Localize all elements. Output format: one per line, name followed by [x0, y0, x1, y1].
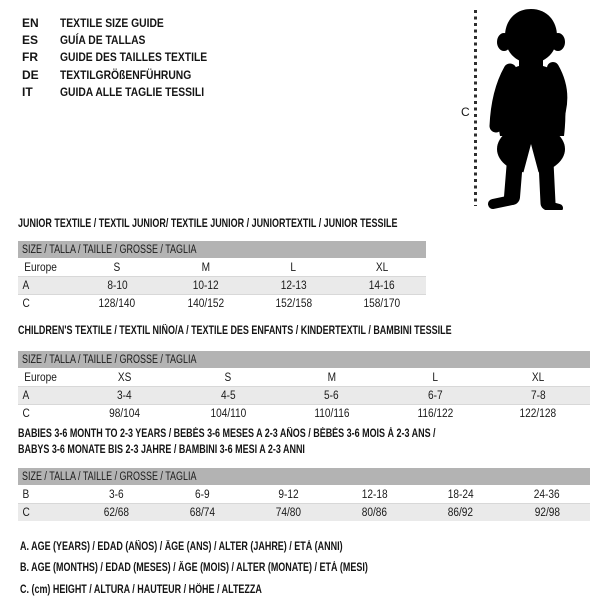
- language-row-it: [22, 84, 231, 101]
- value-cell: [176, 369, 279, 387]
- footnote-c-text: C. (cm) HEIGHT / ALTURA / HAUTEUR / HÖHE / ALTEZZA: [20, 583, 262, 596]
- value-cell: [161, 259, 249, 277]
- value-cell: [73, 277, 161, 295]
- row-label-text: B: [22, 488, 30, 501]
- table-title-junior-text: JUNIOR TEXTILE / TEXTIL JUNIOR/ TEXTILE JUNIOR / JUNIORTEXTIL / JUNIOR TESSILE: [18, 218, 398, 230]
- value-cell: [338, 295, 426, 313]
- language-code-text: FR: [22, 50, 38, 65]
- row-label: [18, 259, 73, 277]
- footnote-b-text: B. AGE (MONTHS) / EDAD (MESES) / ÂGE (MOIS) / ALTER (MONATE) / ETÀ (MESI): [20, 562, 368, 575]
- value-cell-text: 4-5: [220, 389, 236, 402]
- value-cell: [331, 486, 417, 504]
- value-cell-text: 5-6: [324, 389, 339, 402]
- language-title: [60, 50, 231, 64]
- language-row-de: [22, 66, 231, 83]
- value-cell-text: 128/140: [98, 297, 136, 310]
- table-title-children-text: CHILDREN'S TEXTILE / TEXTIL NIÑO/A / TEXTILE DES ENFANTS / KINDERTEXTIL / BAMBINI TESSILE: [18, 325, 452, 337]
- value-cell: [418, 504, 504, 522]
- value-cell: [383, 369, 486, 387]
- value-cell: [487, 369, 590, 387]
- value-cell: [73, 405, 176, 423]
- toddler-silhouette-icon: [486, 8, 578, 210]
- table-title-junior: [18, 216, 426, 232]
- language-title-text: GUIDA ALLE TAGLIE TESSILI: [60, 85, 205, 100]
- value-cell: [338, 259, 426, 277]
- value-cell: [245, 504, 331, 522]
- value-cell-text: 3-4: [117, 389, 133, 402]
- language-row-en: [22, 14, 231, 31]
- row-label-text: Europe: [24, 371, 57, 384]
- value-cell-text: 14-16: [368, 279, 395, 292]
- value-cell: [280, 387, 383, 405]
- size-header-cell-text: SIZE / TALLA / TAILLE / GRÖSSE / TAGLIA: [22, 470, 197, 483]
- table-row-b: [18, 486, 590, 504]
- value-cell: [280, 405, 383, 423]
- row-label-text: A: [22, 279, 30, 292]
- size-table-children: [18, 351, 590, 422]
- language-title-text: TEXTILE SIZE GUIDE: [60, 15, 164, 30]
- size-table-babies: [18, 468, 590, 521]
- value-cell-text: 140/152: [187, 297, 224, 310]
- table-title-babies-line1: [18, 426, 590, 442]
- size-header-row: [18, 351, 590, 369]
- row-label: [18, 405, 73, 423]
- value-cell-text: XL: [375, 261, 389, 274]
- value-cell-text: 3-6: [108, 488, 124, 501]
- value-cell: [73, 369, 176, 387]
- footnote-a: [20, 537, 466, 558]
- height-measure-dashed-line: [474, 10, 477, 206]
- value-cell: [280, 369, 383, 387]
- table-row-c: [18, 295, 426, 313]
- table-row-c: [18, 405, 590, 423]
- value-cell: [159, 504, 245, 522]
- row-label-text: Europe: [24, 261, 57, 274]
- language-code-text: IT: [22, 85, 33, 100]
- language-title: [60, 33, 159, 47]
- footnotes: [20, 537, 466, 600]
- value-cell: [245, 486, 331, 504]
- height-measure-label: C: [461, 105, 470, 119]
- value-cell-text: 24-36: [533, 488, 560, 501]
- table-row-a: [18, 387, 590, 405]
- value-cell: [176, 405, 279, 423]
- size-table-section-babies: [18, 426, 590, 521]
- table-row-a: [18, 277, 426, 295]
- value-cell-text: 74/80: [275, 506, 302, 519]
- row-label: [18, 504, 73, 522]
- table-title-children: [18, 323, 590, 339]
- value-cell: [161, 295, 249, 313]
- size-header-cell: [18, 351, 590, 369]
- table-title-babies-line1-text: BABIES 3-6 MONTH TO 2-3 YEARS / BEBÉS 3-6 MESES A 2-3 AÑOS / BÉBÉS 3-6 MOIS À 2-3 ANS /: [18, 428, 436, 440]
- value-cell-text: 6-9: [194, 488, 210, 501]
- language-code-text: EN: [22, 15, 39, 30]
- value-cell-text: L: [432, 371, 438, 384]
- value-cell-text: 110/116: [313, 407, 350, 420]
- value-cell-text: 18-24: [447, 488, 474, 501]
- value-cell-text: 80/86: [361, 506, 388, 519]
- value-cell-text: 92/98: [534, 506, 560, 519]
- row-label: [18, 277, 73, 295]
- value-cell: [176, 387, 279, 405]
- value-cell: [250, 259, 338, 277]
- value-cell-text: 8-10: [106, 279, 128, 292]
- language-code: [22, 50, 60, 64]
- footnote-c: [20, 580, 466, 600]
- table-row-c: [18, 504, 590, 522]
- footnote-b: [20, 558, 466, 579]
- value-cell: [504, 486, 590, 504]
- value-cell-text: 86/92: [448, 506, 474, 519]
- language-code: [22, 85, 60, 99]
- size-table-junior: [18, 241, 426, 312]
- row-label-text: C: [22, 407, 30, 420]
- row-label: [18, 369, 73, 387]
- value-cell-text: 152/158: [275, 297, 312, 310]
- value-cell: [383, 405, 486, 423]
- value-cell: [161, 277, 249, 295]
- row-label: [18, 486, 73, 504]
- value-cell: [73, 504, 159, 522]
- row-label-text: C: [22, 506, 30, 519]
- value-cell-text: M: [201, 261, 210, 274]
- value-cell-text: 122/128: [519, 407, 557, 420]
- size-header-cell-text: SIZE / TALLA / TAILLE / GRÖSSE / TAGLIA: [22, 243, 197, 256]
- value-cell-text: 116/122: [416, 407, 453, 420]
- table-row-europe: [18, 369, 590, 387]
- language-row-es: [22, 31, 231, 48]
- value-cell-text: 12-13: [280, 279, 307, 292]
- language-title-text: TEXTILGRÖßENFÜHRUNG: [60, 67, 192, 82]
- value-cell-text: M: [327, 371, 336, 384]
- value-cell-text: 12-18: [361, 488, 388, 501]
- size-header-row: [18, 468, 590, 486]
- value-cell-text: 9-12: [278, 488, 299, 501]
- footnote-a-text: A. AGE (YEARS) / EDAD (AÑOS) / ÂGE (ANS) / ALTER (JAHRE) / ETÀ (ANNI): [20, 541, 343, 553]
- value-cell-text: S: [113, 261, 121, 274]
- row-label: [18, 295, 73, 313]
- language-code: [22, 33, 60, 47]
- language-row-fr: [22, 49, 231, 66]
- table-title-babies-line2: [18, 442, 590, 458]
- value-cell: [338, 277, 426, 295]
- row-label-text: C: [22, 297, 30, 310]
- value-cell: [159, 486, 245, 504]
- language-title-text: GUIDE DES TAILLES TEXTILE: [60, 50, 208, 65]
- size-header-cell: [18, 241, 426, 259]
- value-cell: [383, 387, 486, 405]
- value-cell: [250, 295, 338, 313]
- language-title: [60, 85, 228, 99]
- size-table-section-junior: [18, 216, 426, 312]
- value-cell-text: L: [290, 261, 297, 274]
- size-header-cell-text: SIZE / TALLA / TAILLE / GRÖSSE / TAGLIA: [22, 353, 197, 366]
- language-code-text: DE: [22, 67, 39, 82]
- value-cell: [418, 486, 504, 504]
- language-title: [60, 16, 181, 30]
- row-label-text: A: [22, 389, 30, 402]
- value-cell: [504, 504, 590, 522]
- value-cell-text: 6-7: [427, 389, 443, 402]
- size-table-section-children: [18, 323, 590, 422]
- value-cell: [487, 387, 590, 405]
- size-header-row: [18, 241, 426, 259]
- value-cell: [73, 295, 161, 313]
- value-cell: [73, 259, 161, 277]
- value-cell-text: 68/74: [189, 506, 215, 519]
- value-cell-text: 158/170: [363, 297, 401, 310]
- value-cell: [487, 405, 590, 423]
- table-title-babies-line2-text: BABYS 3-6 MONATE BIS 2-3 JAHRE / BAMBINI 3-6 MESI A 2-3 ANNI: [18, 444, 305, 456]
- value-cell: [73, 486, 159, 504]
- value-cell-text: XS: [117, 371, 132, 384]
- language-title-text: GUÍA DE TALLAS: [60, 33, 146, 48]
- value-cell-text: XL: [532, 371, 545, 384]
- language-title: [60, 68, 213, 82]
- language-title-list: [22, 14, 231, 101]
- language-code: [22, 16, 60, 30]
- language-code-text: ES: [22, 33, 39, 48]
- size-header-cell: [18, 468, 590, 486]
- value-cell: [250, 277, 338, 295]
- value-cell: [73, 387, 176, 405]
- value-cell-text: 7-8: [530, 389, 546, 402]
- value-cell-text: 62/68: [103, 506, 129, 519]
- row-label: [18, 387, 73, 405]
- value-cell: [331, 504, 417, 522]
- value-cell-text: S: [224, 371, 232, 384]
- value-cell-text: 98/104: [109, 407, 141, 420]
- language-code: [22, 68, 60, 82]
- table-row-europe: [18, 259, 426, 277]
- value-cell-text: 10-12: [192, 279, 219, 292]
- value-cell-text: 104/110: [210, 407, 246, 420]
